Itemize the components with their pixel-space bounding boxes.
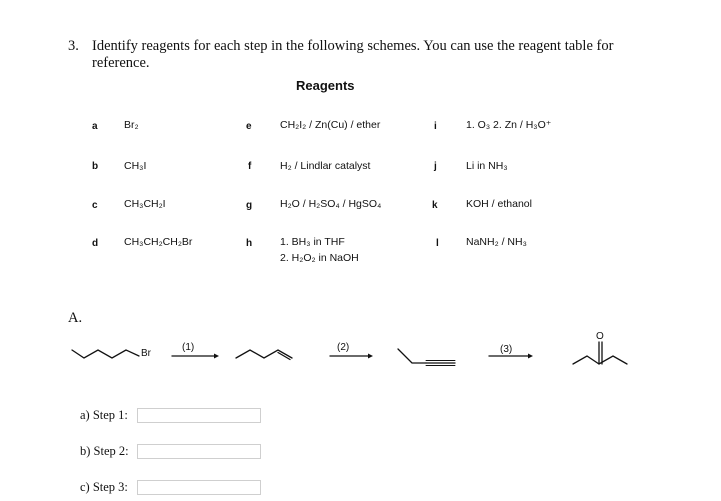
reagents-title: Reagents	[296, 78, 355, 93]
step-2-input[interactable]	[137, 444, 261, 459]
reagent-g: H₂O / H₂SO₄ / HgSO₄	[280, 198, 382, 210]
reagent-letter-a: a	[92, 121, 98, 132]
reagent-b: CH₃I	[124, 160, 147, 172]
reagent-letter-g: g	[246, 200, 253, 211]
arrow-label-3: (3)	[500, 344, 513, 355]
reagent-h-line1: 1. BH₃ in THF	[280, 236, 345, 248]
reagent-l: NaNH₂ / NH₃	[466, 236, 527, 248]
reagent-letter-c: c	[92, 200, 98, 211]
molecule-bromopentane	[72, 350, 139, 358]
reagent-a: Br₂	[124, 119, 139, 131]
reagent-i: 1. O₃ 2. Zn / H₃O⁺	[466, 119, 552, 131]
reagent-d: CH₃CH₂CH₂Br	[124, 236, 193, 248]
question-text: Identify reagents for each step in the following schemes. You can use the reagent table for reference.	[92, 38, 614, 71]
arrow-label-1: (1)	[182, 342, 195, 353]
molecule-butanone	[573, 356, 627, 364]
arrow-label-2: (2)	[337, 342, 350, 353]
molecule-butyne	[398, 349, 426, 363]
reagent-letter-b: b	[92, 161, 99, 172]
reagent-k: KOH / ethanol	[466, 198, 532, 210]
reagent-j: Li in NH₃	[466, 160, 508, 172]
reagent-e: CH₂I₂ / Zn(Cu) / ether	[280, 119, 381, 131]
reagent-letter-h: h	[246, 238, 253, 249]
reagent-letter-d: d	[92, 238, 99, 249]
reagent-letter-f: f	[248, 161, 252, 172]
reagent-letter-k: k	[432, 200, 438, 211]
reagent-f: H₂ / Lindlar catalyst	[280, 160, 371, 172]
section-label: A.	[68, 310, 83, 326]
reagent-letter-i: i	[434, 121, 437, 132]
reagent-h-line2: 2. H₂O₂ in NaOH	[280, 252, 359, 264]
bromo-label: Br	[141, 348, 151, 359]
reagent-c: CH₃CH₂I	[124, 198, 166, 210]
reagent-letter-j: j	[434, 161, 437, 172]
molecule-butene	[236, 350, 292, 358]
step-1-label: a) Step 1:	[80, 408, 128, 422]
step-3-label: c) Step 3:	[80, 480, 128, 494]
step-1-input[interactable]	[137, 408, 261, 423]
reagent-letter-e: e	[246, 121, 252, 132]
oxygen-label: O	[596, 331, 604, 342]
question-number: 3.	[68, 38, 79, 54]
step-2-label: b) Step 2:	[80, 444, 129, 458]
step-3-input[interactable]	[137, 480, 261, 495]
reagent-letter-l: l	[436, 238, 439, 249]
